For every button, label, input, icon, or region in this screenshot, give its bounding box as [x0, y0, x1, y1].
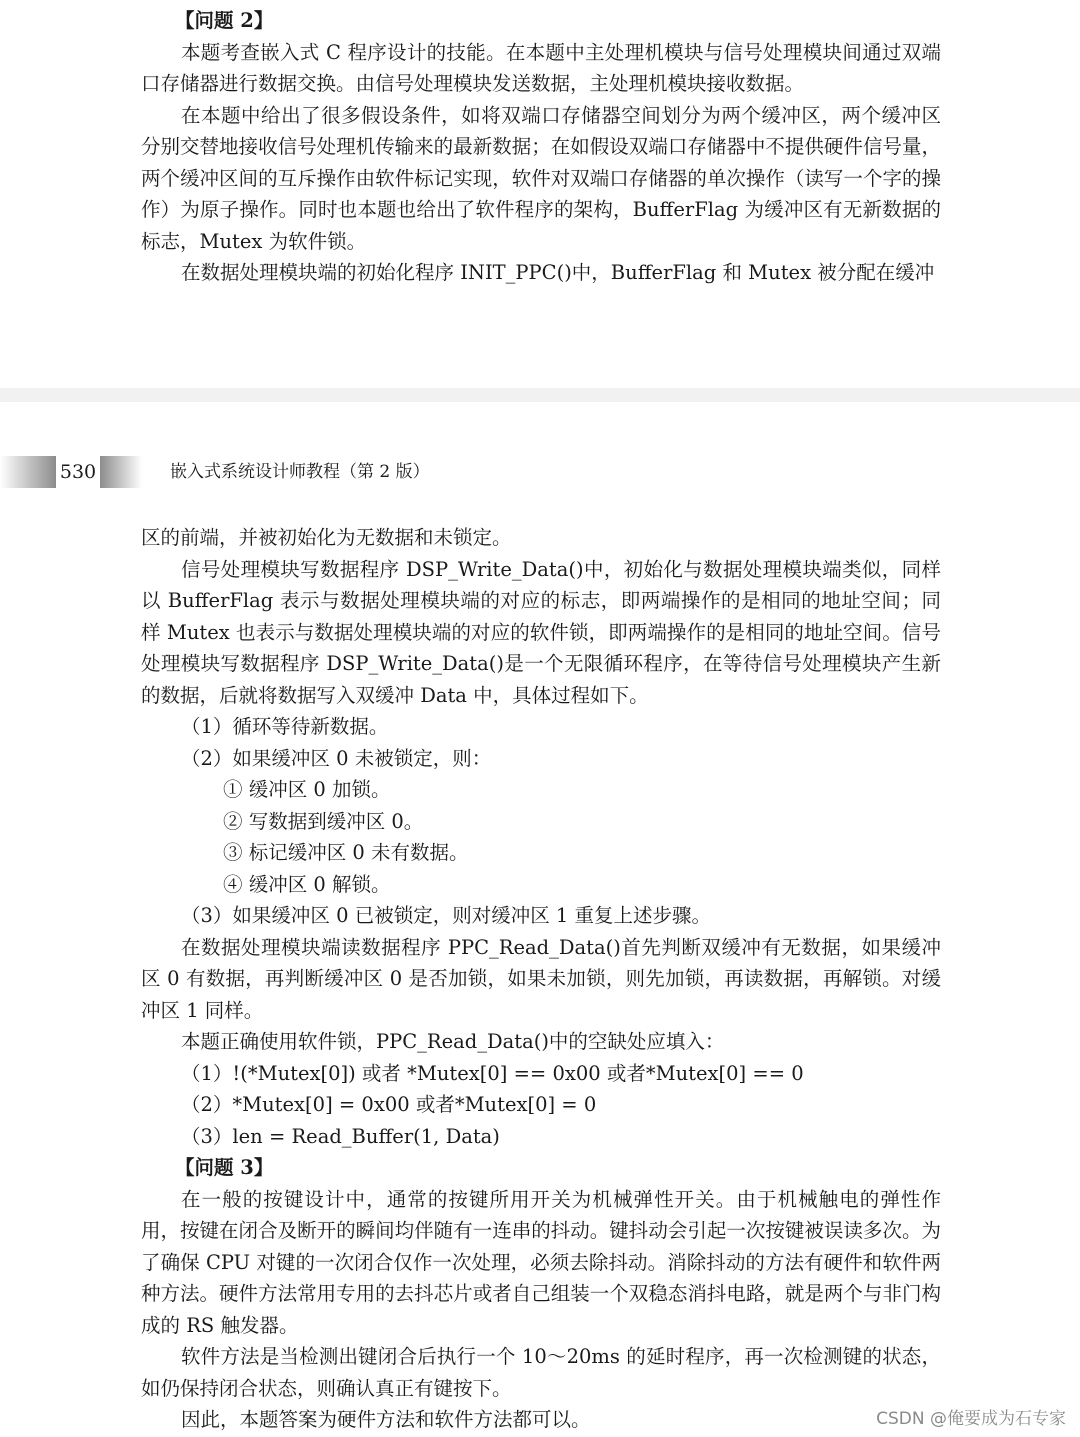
- book-title: 嵌入式系统设计师教程（第 2 版）: [170, 462, 430, 482]
- page-separator: [0, 388, 1080, 402]
- paragraph: 本题正确使用软件锁，PPC_Read_Data()中的空缺处应填入：: [181, 1030, 725, 1053]
- list-item: （2）如果缓冲区 0 未被锁定，则：: [181, 746, 492, 770]
- answer-item: （1）!(*Mutex[0]) 或者 *Mutex[0] == 0x00 或者*Mutex[0] == 0: [181, 1061, 804, 1085]
- paragraph: 区的前端，并被初始化为无数据和未锁定。: [141, 526, 512, 549]
- sub-list-item: ③ 标记缓冲区 0 未有数据。: [223, 841, 469, 864]
- top-page-content: [141, 5, 941, 289]
- header-gradient-left: [0, 456, 56, 488]
- paragraph: 在一般的按键设计中，通常的按键所用开关为机械弹性开关。由于机械触电的弹性作用，按键在闭合及断开的瞬间均伴随有一连串的抖动。键抖动会引起一次按键被误读多次。为了确保 CPU 对键的一次闭合仅作一次处理，必须去除抖动。消除抖动的方法有硬件和软件两种方法。硬件方法常用专用的去抖芯片或者自己组装一个双稳态消抖电路，就是两个与非门构成的 RS 触发器。: [141, 1187, 941, 1337]
- paragraph: 在本题中给出了很多假设条件，如将双端口存储器空间划分为两个缓冲区，两个缓冲区分别交替地接收信号处理机传输来的最新数据；在如假设双端口存储器中不提供硬件信号量，两个缓冲区间的互斥操作由软件标记实现，软件对双端口存储器的单次操作（读写一个字的操作）为原子操作。同时也本题也给出了软件程序的架构，BufferFlag 为缓冲区有无新数据的标志，Mutex 为软件锁。: [141, 103, 941, 253]
- paragraph: 在数据处理模块端的初始化程序 INIT_PPC()中，BufferFlag 和 Mutex 被分配在缓冲: [181, 261, 935, 284]
- sub-list-item: ④ 缓冲区 0 解锁。: [223, 872, 391, 896]
- paragraph: 本题考查嵌入式 C 程序设计的技能。在本题中主处理机模块与信号处理模块间通过双端口存储器进行数据交换。由信号处理模块发送数据，主处理机模块接收数据。: [141, 40, 941, 95]
- section-heading: 【问题 3】: [175, 1156, 274, 1179]
- page-header: [0, 456, 1080, 488]
- sub-list-item: ② 写数据到缓冲区 0。: [223, 809, 424, 833]
- paragraph: 信号处理模块写数据程序 DSP_Write_Data()中，初始化与数据处理模块端类似，同样以 BufferFlag 表示与数据处理模块端的对应的标志，即两端操作的是相同的地址空间；同样 Mutex 也表示与数据处理模块端的对应的软件锁，即两端操作的是相同的地址空间。信号处理模块写数据程序 DSP_Write_Data()是一个无限循环程序，在等待信号处理模块产生新的数据，后就将数据写入双缓冲 Data 中，具体过程如下。: [141, 557, 941, 707]
- answer-item: （3）len = Read_Buffer(1, Data): [181, 1124, 500, 1148]
- paragraph: 因此，本题答案为硬件方法和软件方法都可以。: [181, 1408, 591, 1431]
- page-number: 530: [59, 461, 97, 483]
- paragraph: 软件方法是当检测出键闭合后执行一个 10～20ms 的延时程序，再一次检测键的状态，如仍保持闭合状态，则确认真正有键按下。: [141, 1345, 941, 1400]
- paragraph: 在数据处理模块端读数据程序 PPC_Read_Data()首先判断双缓冲有无数据，如果缓冲区 0 有数据，再判断缓冲区 0 是否加锁，如果未加锁，则先加锁，再读数据，再解锁。对缓冲区 1 同样。: [141, 935, 941, 1022]
- bottom-page-content: [141, 522, 941, 1436]
- list-item: （3）如果缓冲区 0 已被锁定，则对缓冲区 1 重复上述步骤。: [181, 904, 712, 927]
- watermark: CSDN @俺要成为石专家: [876, 1409, 1066, 1429]
- answer-item: （2）*Mutex[0] = 0x00 或者*Mutex[0] = 0: [181, 1093, 597, 1116]
- header-gradient-right: [100, 456, 142, 488]
- section-heading: 【问题 2】: [175, 9, 274, 32]
- list-item: （1）循环等待新数据。: [181, 715, 389, 738]
- sub-list-item: ① 缓冲区 0 加锁。: [223, 778, 391, 801]
